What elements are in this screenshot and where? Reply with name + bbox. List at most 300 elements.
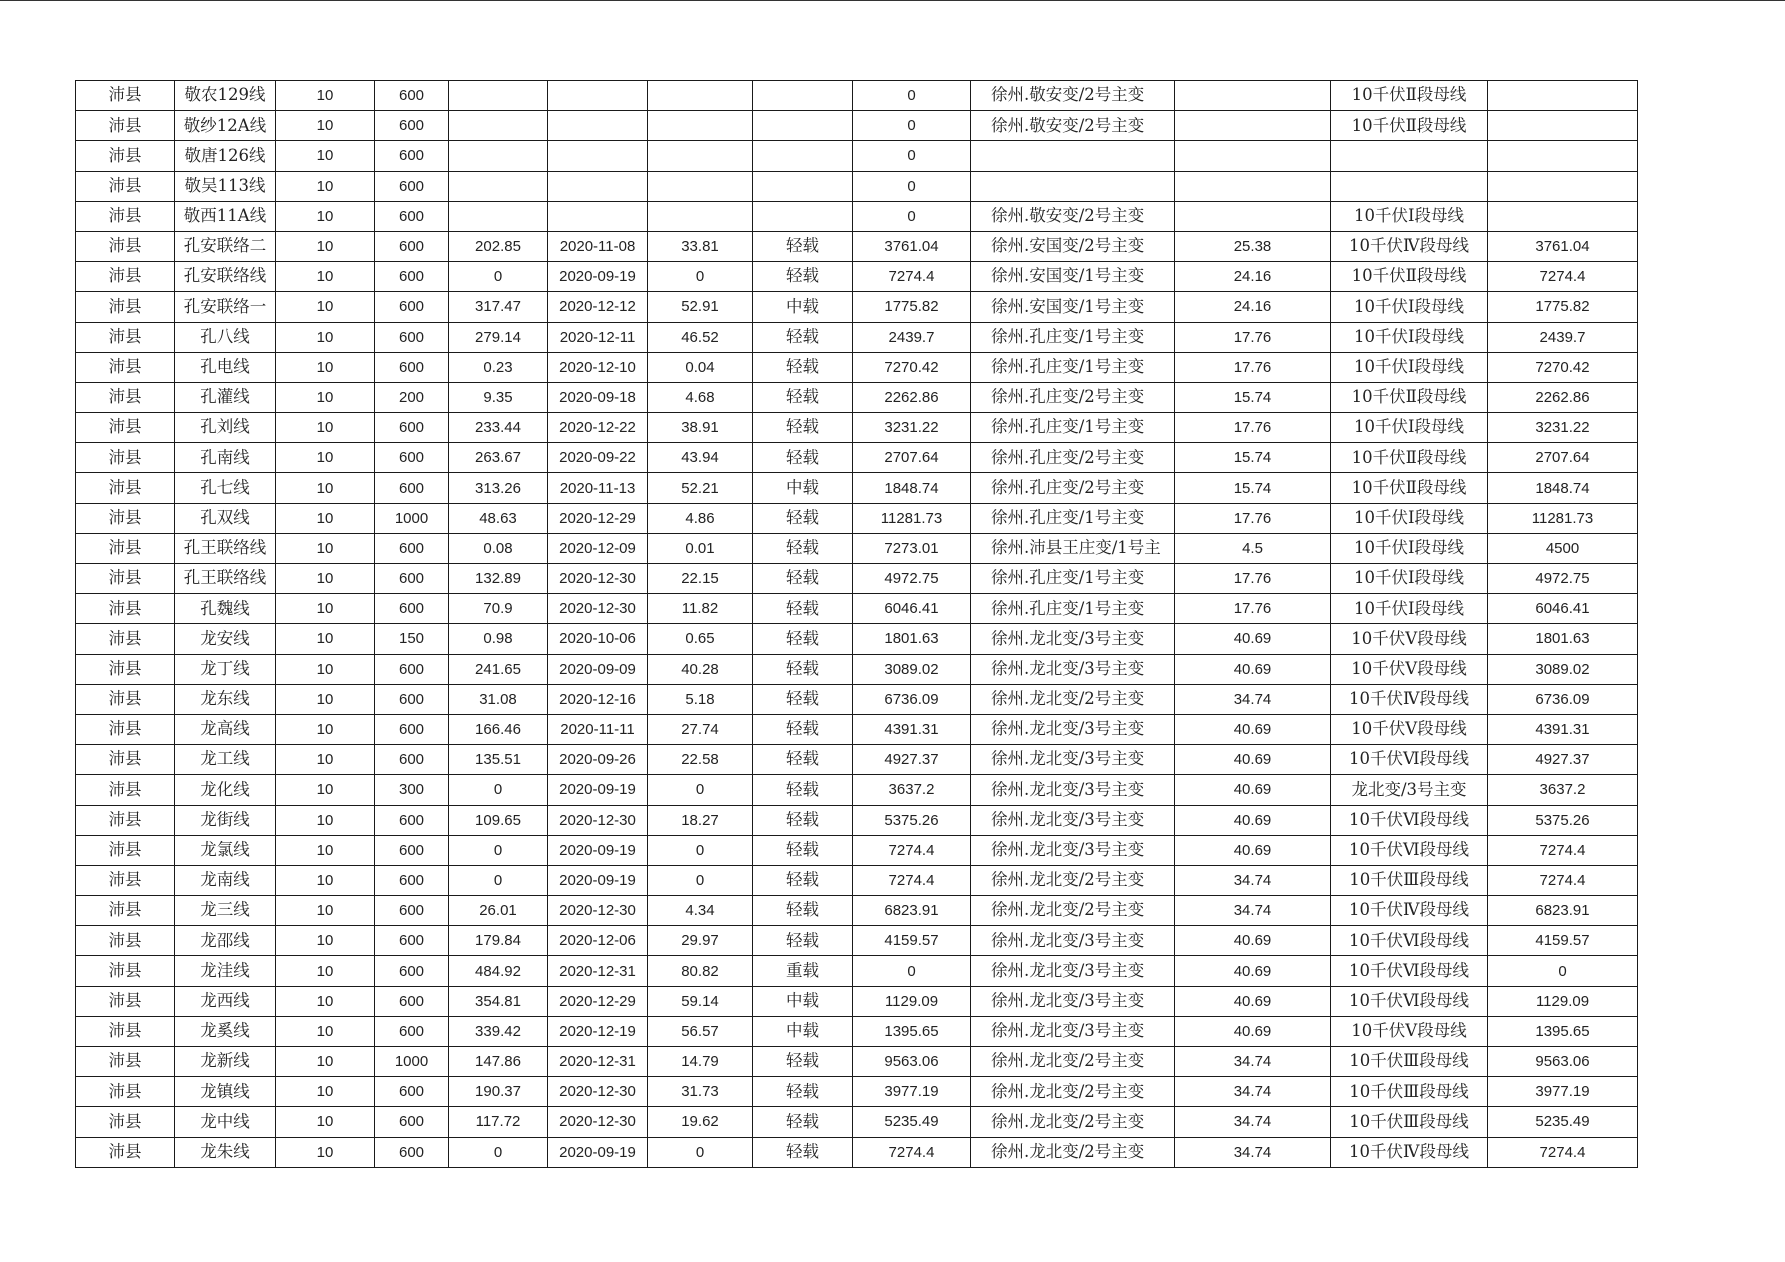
busbar-cell: 10千伏Ⅰ段母线 (1331, 503, 1488, 533)
rated-capacity-cell: 600 (375, 684, 449, 714)
available-capacity-cell: 3977.19 (853, 1077, 971, 1107)
page-top-rule (0, 0, 1785, 1)
line-name-cell: 孔安联络二 (175, 231, 276, 261)
transformer-load-rate-cell: 24.16 (1175, 292, 1331, 322)
load-rate-cell: 0 (648, 775, 753, 805)
busbar-cell: 10千伏Ⅳ段母线 (1331, 1137, 1488, 1167)
open-capacity-cell: 6046.41 (1488, 594, 1638, 624)
max-load-cell: 263.67 (449, 443, 548, 473)
max-load-cell: 179.84 (449, 926, 548, 956)
available-capacity-cell: 1775.82 (853, 292, 971, 322)
table-row (76, 896, 1638, 926)
voltage-cell: 10 (276, 1016, 375, 1046)
load-rate-cell: 27.74 (648, 714, 753, 744)
rated-capacity-cell: 200 (375, 382, 449, 412)
line-name-cell: 孔安联络线 (175, 262, 276, 292)
source-transformer-cell: 徐州.孔庄变/2号主变 (971, 382, 1175, 412)
available-capacity-cell: 3761.04 (853, 231, 971, 261)
source-transformer-cell: 徐州.龙北变/3号主变 (971, 624, 1175, 654)
open-capacity-cell: 7270.42 (1488, 352, 1638, 382)
source-transformer-cell: 徐州.孔庄变/1号主变 (971, 594, 1175, 624)
rated-capacity-cell: 600 (375, 413, 449, 443)
table-row (76, 352, 1638, 382)
transformer-load-rate-cell: 17.76 (1175, 503, 1331, 533)
load-rate-cell (648, 201, 753, 231)
load-status-cell: 轻载 (753, 624, 853, 654)
line-name-cell: 孔双线 (175, 503, 276, 533)
voltage-cell: 10 (276, 111, 375, 141)
county-cell: 沛县 (76, 624, 175, 654)
transformer-load-rate-cell (1175, 141, 1331, 171)
max-load-cell: 313.26 (449, 473, 548, 503)
load-status-cell: 轻载 (753, 564, 853, 594)
voltage-cell: 10 (276, 624, 375, 654)
load-status-cell: 轻载 (753, 745, 853, 775)
source-transformer-cell: 徐州.龙北变/3号主变 (971, 1016, 1175, 1046)
load-status-cell: 轻载 (753, 231, 853, 261)
open-capacity-cell: 7274.4 (1488, 262, 1638, 292)
table-row (76, 956, 1638, 986)
open-capacity-cell: 2439.7 (1488, 322, 1638, 352)
load-rate-cell: 19.62 (648, 1107, 753, 1137)
max-load-cell: 0 (449, 1137, 548, 1167)
busbar-cell: 10千伏Ⅲ段母线 (1331, 865, 1488, 895)
open-capacity-cell: 4927.37 (1488, 745, 1638, 775)
load-status-cell: 中载 (753, 1016, 853, 1046)
table-row (76, 443, 1638, 473)
open-capacity-cell: 4500 (1488, 533, 1638, 563)
available-capacity-cell: 3637.2 (853, 775, 971, 805)
max-load-date-cell: 2020-09-19 (548, 262, 648, 292)
available-capacity-cell: 0 (853, 111, 971, 141)
rated-capacity-cell: 600 (375, 171, 449, 201)
max-load-date-cell: 2020-12-31 (548, 1047, 648, 1077)
rated-capacity-cell: 600 (375, 1077, 449, 1107)
voltage-cell: 10 (276, 926, 375, 956)
max-load-cell: 31.08 (449, 684, 548, 714)
voltage-cell: 10 (276, 1077, 375, 1107)
open-capacity-cell: 11281.73 (1488, 503, 1638, 533)
max-load-date-cell: 2020-10-06 (548, 624, 648, 654)
rated-capacity-cell: 600 (375, 1016, 449, 1046)
load-status-cell (753, 171, 853, 201)
voltage-cell: 10 (276, 654, 375, 684)
max-load-date-cell: 2020-12-19 (548, 1016, 648, 1046)
rated-capacity-cell: 600 (375, 805, 449, 835)
load-status-cell: 轻载 (753, 714, 853, 744)
rated-capacity-cell: 600 (375, 564, 449, 594)
line-name-cell: 孔七线 (175, 473, 276, 503)
load-rate-cell: 14.79 (648, 1047, 753, 1077)
transformer-load-rate-cell: 34.74 (1175, 1137, 1331, 1167)
max-load-cell: 132.89 (449, 564, 548, 594)
load-status-cell: 中载 (753, 292, 853, 322)
load-status-cell: 轻载 (753, 654, 853, 684)
voltage-cell: 10 (276, 594, 375, 624)
line-name-cell: 龙丁线 (175, 654, 276, 684)
busbar-cell: 10千伏Ⅲ段母线 (1331, 1107, 1488, 1137)
rated-capacity-cell: 600 (375, 1107, 449, 1137)
max-load-date-cell: 2020-12-29 (548, 986, 648, 1016)
line-name-cell: 龙南线 (175, 865, 276, 895)
voltage-cell: 10 (276, 382, 375, 412)
busbar-cell: 10千伏Ⅳ段母线 (1331, 896, 1488, 926)
line-name-cell: 孔八线 (175, 322, 276, 352)
rated-capacity-cell: 600 (375, 322, 449, 352)
available-capacity-cell: 1395.65 (853, 1016, 971, 1046)
county-cell: 沛县 (76, 835, 175, 865)
load-status-cell: 轻载 (753, 865, 853, 895)
county-cell: 沛县 (76, 473, 175, 503)
county-cell: 沛县 (76, 654, 175, 684)
max-load-date-cell: 2020-12-30 (548, 1107, 648, 1137)
max-load-cell (449, 111, 548, 141)
transformer-load-rate-cell: 17.76 (1175, 322, 1331, 352)
source-transformer-cell: 徐州.龙北变/2号主变 (971, 684, 1175, 714)
max-load-cell: 147.86 (449, 1047, 548, 1077)
transformer-load-rate-cell: 40.69 (1175, 956, 1331, 986)
transformer-load-rate-cell: 15.74 (1175, 382, 1331, 412)
max-load-date-cell: 2020-09-26 (548, 745, 648, 775)
transformer-load-rate-cell (1175, 171, 1331, 201)
load-status-cell: 轻载 (753, 805, 853, 835)
busbar-cell: 龙北变/3号主变 (1331, 775, 1488, 805)
load-rate-cell: 0.65 (648, 624, 753, 654)
rated-capacity-cell: 600 (375, 352, 449, 382)
source-transformer-cell: 徐州.孔庄变/1号主变 (971, 564, 1175, 594)
table-row (76, 413, 1638, 443)
transformer-load-rate-cell: 34.74 (1175, 865, 1331, 895)
source-transformer-cell: 徐州.安国变/2号主变 (971, 231, 1175, 261)
voltage-cell: 10 (276, 352, 375, 382)
open-capacity-cell: 3637.2 (1488, 775, 1638, 805)
open-capacity-cell: 6823.91 (1488, 896, 1638, 926)
max-load-date-cell: 2020-11-11 (548, 714, 648, 744)
load-status-cell (753, 111, 853, 141)
busbar-cell: 10千伏Ⅱ段母线 (1331, 473, 1488, 503)
source-transformer-cell: 徐州.龙北变/2号主变 (971, 1107, 1175, 1137)
load-status-cell: 轻载 (753, 322, 853, 352)
table-row (76, 81, 1638, 111)
load-rate-cell: 52.21 (648, 473, 753, 503)
source-transformer-cell: 徐州.龙北变/3号主变 (971, 745, 1175, 775)
source-transformer-cell: 徐州.龙北变/3号主变 (971, 775, 1175, 805)
busbar-cell: 10千伏Ⅵ段母线 (1331, 835, 1488, 865)
available-capacity-cell: 7274.4 (853, 1137, 971, 1167)
county-cell: 沛县 (76, 111, 175, 141)
busbar-cell: 10千伏Ⅰ段母线 (1331, 533, 1488, 563)
line-name-cell: 敬农129线 (175, 81, 276, 111)
load-rate-cell: 59.14 (648, 986, 753, 1016)
rated-capacity-cell: 600 (375, 231, 449, 261)
available-capacity-cell: 2439.7 (853, 322, 971, 352)
source-transformer-cell: 徐州.孔庄变/1号主变 (971, 322, 1175, 352)
transformer-load-rate-cell: 40.69 (1175, 714, 1331, 744)
transformer-load-rate-cell: 40.69 (1175, 775, 1331, 805)
busbar-cell (1331, 171, 1488, 201)
county-cell: 沛县 (76, 262, 175, 292)
rated-capacity-cell: 600 (375, 896, 449, 926)
county-cell: 沛县 (76, 1077, 175, 1107)
max-load-date-cell (548, 171, 648, 201)
open-capacity-cell: 1129.09 (1488, 986, 1638, 1016)
county-cell: 沛县 (76, 986, 175, 1016)
max-load-date-cell: 2020-09-09 (548, 654, 648, 684)
load-rate-cell: 31.73 (648, 1077, 753, 1107)
available-capacity-cell: 3231.22 (853, 413, 971, 443)
transformer-load-rate-cell: 17.76 (1175, 413, 1331, 443)
rated-capacity-cell: 600 (375, 956, 449, 986)
transformer-load-rate-cell: 25.38 (1175, 231, 1331, 261)
source-transformer-cell: 徐州.龙北变/3号主变 (971, 956, 1175, 986)
available-capacity-cell: 9563.06 (853, 1047, 971, 1077)
open-capacity-cell: 1395.65 (1488, 1016, 1638, 1046)
busbar-cell (1331, 141, 1488, 171)
transformer-load-rate-cell: 17.76 (1175, 352, 1331, 382)
transformer-load-rate-cell: 40.69 (1175, 745, 1331, 775)
max-load-cell: 0.98 (449, 624, 548, 654)
table-row (76, 262, 1638, 292)
load-status-cell: 轻载 (753, 503, 853, 533)
max-load-cell: 317.47 (449, 292, 548, 322)
rated-capacity-cell: 600 (375, 262, 449, 292)
max-load-cell (449, 81, 548, 111)
source-transformer-cell: 徐州.孔庄变/1号主变 (971, 413, 1175, 443)
load-rate-cell: 52.91 (648, 292, 753, 322)
busbar-cell: 10千伏Ⅰ段母线 (1331, 352, 1488, 382)
source-transformer-cell: 徐州.龙北变/2号主变 (971, 1077, 1175, 1107)
busbar-cell: 10千伏Ⅱ段母线 (1331, 111, 1488, 141)
rated-capacity-cell: 1000 (375, 1047, 449, 1077)
rated-capacity-cell: 600 (375, 111, 449, 141)
open-capacity-cell (1488, 111, 1638, 141)
max-load-cell: 166.46 (449, 714, 548, 744)
max-load-date-cell (548, 81, 648, 111)
max-load-date-cell: 2020-12-06 (548, 926, 648, 956)
load-rate-cell: 5.18 (648, 684, 753, 714)
load-rate-cell: 0 (648, 262, 753, 292)
busbar-cell: 10千伏Ⅳ段母线 (1331, 684, 1488, 714)
open-capacity-cell: 2262.86 (1488, 382, 1638, 412)
table-row (76, 926, 1638, 956)
line-name-cell: 龙三线 (175, 896, 276, 926)
source-transformer-cell: 徐州.龙北变/2号主变 (971, 865, 1175, 895)
open-capacity-cell (1488, 81, 1638, 111)
load-rate-cell (648, 171, 753, 201)
table-row (76, 111, 1638, 141)
max-load-cell (449, 141, 548, 171)
table-row (76, 654, 1638, 684)
county-cell: 沛县 (76, 1107, 175, 1137)
open-capacity-cell: 1775.82 (1488, 292, 1638, 322)
load-rate-cell: 0.01 (648, 533, 753, 563)
transformer-load-rate-cell: 34.74 (1175, 684, 1331, 714)
table-row (76, 1047, 1638, 1077)
busbar-cell: 10千伏Ⅱ段母线 (1331, 81, 1488, 111)
table-row (76, 171, 1638, 201)
voltage-cell: 10 (276, 533, 375, 563)
max-load-date-cell: 2020-09-18 (548, 382, 648, 412)
source-transformer-cell: 徐州.龙北变/2号主变 (971, 1047, 1175, 1077)
rated-capacity-cell: 300 (375, 775, 449, 805)
available-capacity-cell: 2707.64 (853, 443, 971, 473)
open-capacity-cell: 1848.74 (1488, 473, 1638, 503)
rated-capacity-cell: 600 (375, 594, 449, 624)
voltage-cell: 10 (276, 1137, 375, 1167)
max-load-cell: 233.44 (449, 413, 548, 443)
voltage-cell: 10 (276, 714, 375, 744)
load-rate-cell: 22.58 (648, 745, 753, 775)
busbar-cell: 10千伏Ⅰ段母线 (1331, 564, 1488, 594)
line-name-cell: 龙邵线 (175, 926, 276, 956)
rated-capacity-cell: 600 (375, 1137, 449, 1167)
max-load-cell (449, 201, 548, 231)
max-load-date-cell: 2020-12-16 (548, 684, 648, 714)
source-transformer-cell: 徐州.沛县王庄变/1号主 (971, 533, 1175, 563)
table-row (76, 714, 1638, 744)
max-load-date-cell: 2020-09-19 (548, 865, 648, 895)
county-cell: 沛县 (76, 1137, 175, 1167)
source-transformer-cell (971, 141, 1175, 171)
county-cell: 沛县 (76, 745, 175, 775)
county-cell: 沛县 (76, 775, 175, 805)
line-name-cell: 龙化线 (175, 775, 276, 805)
table-row (76, 745, 1638, 775)
line-name-cell: 龙高线 (175, 714, 276, 744)
max-load-date-cell: 2020-12-30 (548, 896, 648, 926)
max-load-date-cell: 2020-09-19 (548, 1137, 648, 1167)
table-row (76, 865, 1638, 895)
busbar-cell: 10千伏Ⅴ段母线 (1331, 714, 1488, 744)
source-transformer-cell: 徐州.孔庄变/1号主变 (971, 503, 1175, 533)
load-status-cell: 轻载 (753, 533, 853, 563)
max-load-date-cell: 2020-12-31 (548, 956, 648, 986)
table-row (76, 292, 1638, 322)
busbar-cell: 10千伏Ⅴ段母线 (1331, 654, 1488, 684)
available-capacity-cell: 0 (853, 141, 971, 171)
busbar-cell: 10千伏Ⅱ段母线 (1331, 382, 1488, 412)
max-load-date-cell (548, 141, 648, 171)
available-capacity-cell: 6736.09 (853, 684, 971, 714)
voltage-cell: 10 (276, 1107, 375, 1137)
max-load-cell: 0.23 (449, 352, 548, 382)
line-name-cell: 龙奚线 (175, 1016, 276, 1046)
transformer-load-rate-cell: 40.69 (1175, 805, 1331, 835)
busbar-cell: 10千伏Ⅲ段母线 (1331, 1047, 1488, 1077)
line-name-cell: 孔魏线 (175, 594, 276, 624)
source-transformer-cell: 徐州.安国变/1号主变 (971, 292, 1175, 322)
max-load-cell: 0 (449, 835, 548, 865)
table-row (76, 1137, 1638, 1167)
busbar-cell: 10千伏Ⅰ段母线 (1331, 594, 1488, 624)
busbar-cell: 10千伏Ⅱ段母线 (1331, 262, 1488, 292)
transformer-load-rate-cell: 17.76 (1175, 564, 1331, 594)
busbar-cell: 10千伏Ⅵ段母线 (1331, 926, 1488, 956)
county-cell: 沛县 (76, 413, 175, 443)
available-capacity-cell: 0 (853, 81, 971, 111)
table-row (76, 1107, 1638, 1137)
table-row (76, 1077, 1638, 1107)
load-rate-cell: 4.34 (648, 896, 753, 926)
max-load-date-cell: 2020-09-22 (548, 443, 648, 473)
county-cell: 沛县 (76, 201, 175, 231)
load-rate-cell: 0 (648, 1137, 753, 1167)
source-transformer-cell: 徐州.龙北变/3号主变 (971, 654, 1175, 684)
load-rate-cell: 40.28 (648, 654, 753, 684)
county-cell: 沛县 (76, 714, 175, 744)
load-status-cell: 轻载 (753, 896, 853, 926)
transformer-load-rate-cell: 15.74 (1175, 473, 1331, 503)
source-transformer-cell: 徐州.孔庄变/2号主变 (971, 443, 1175, 473)
line-name-cell: 龙洼线 (175, 956, 276, 986)
max-load-cell: 279.14 (449, 322, 548, 352)
busbar-cell: 10千伏Ⅴ段母线 (1331, 1016, 1488, 1046)
load-status-cell: 轻载 (753, 443, 853, 473)
line-name-cell: 孔王联络线 (175, 533, 276, 563)
busbar-cell: 10千伏Ⅴ段母线 (1331, 624, 1488, 654)
line-name-cell: 敬唐126线 (175, 141, 276, 171)
county-cell: 沛县 (76, 956, 175, 986)
available-capacity-cell: 5235.49 (853, 1107, 971, 1137)
table-body (76, 81, 1638, 1168)
voltage-cell: 10 (276, 564, 375, 594)
busbar-cell: 10千伏Ⅵ段母线 (1331, 745, 1488, 775)
county-cell: 沛县 (76, 805, 175, 835)
county-cell: 沛县 (76, 382, 175, 412)
voltage-cell: 10 (276, 81, 375, 111)
county-cell: 沛县 (76, 926, 175, 956)
table-row (76, 382, 1638, 412)
voltage-cell: 10 (276, 171, 375, 201)
busbar-cell: 10千伏Ⅵ段母线 (1331, 986, 1488, 1016)
voltage-cell: 10 (276, 473, 375, 503)
voltage-cell: 10 (276, 201, 375, 231)
max-load-cell: 0 (449, 262, 548, 292)
load-status-cell (753, 201, 853, 231)
busbar-cell: 10千伏Ⅰ段母线 (1331, 201, 1488, 231)
voltage-cell: 10 (276, 141, 375, 171)
open-capacity-cell: 3231.22 (1488, 413, 1638, 443)
rated-capacity-cell: 600 (375, 292, 449, 322)
load-status-cell (753, 141, 853, 171)
voltage-cell: 10 (276, 805, 375, 835)
transformer-load-rate-cell: 40.69 (1175, 986, 1331, 1016)
rated-capacity-cell: 600 (375, 835, 449, 865)
available-capacity-cell: 7274.4 (853, 262, 971, 292)
load-status-cell: 轻载 (753, 775, 853, 805)
open-capacity-cell: 7274.4 (1488, 835, 1638, 865)
available-capacity-cell: 7274.4 (853, 835, 971, 865)
line-name-cell: 孔安联络一 (175, 292, 276, 322)
max-load-cell (449, 171, 548, 201)
table-row (76, 564, 1638, 594)
open-capacity-cell: 2707.64 (1488, 443, 1638, 473)
available-capacity-cell: 4159.57 (853, 926, 971, 956)
max-load-date-cell: 2020-12-30 (548, 805, 648, 835)
transformer-load-rate-cell: 15.74 (1175, 443, 1331, 473)
load-status-cell: 中载 (753, 986, 853, 1016)
busbar-cell: 10千伏Ⅳ段母线 (1331, 231, 1488, 261)
max-load-date-cell: 2020-12-30 (548, 1077, 648, 1107)
open-capacity-cell (1488, 141, 1638, 171)
rated-capacity-cell: 150 (375, 624, 449, 654)
open-capacity-cell: 5375.26 (1488, 805, 1638, 835)
rated-capacity-cell: 600 (375, 141, 449, 171)
max-load-date-cell: 2020-11-13 (548, 473, 648, 503)
county-cell: 沛县 (76, 594, 175, 624)
line-name-cell: 龙东线 (175, 684, 276, 714)
available-capacity-cell: 6046.41 (853, 594, 971, 624)
